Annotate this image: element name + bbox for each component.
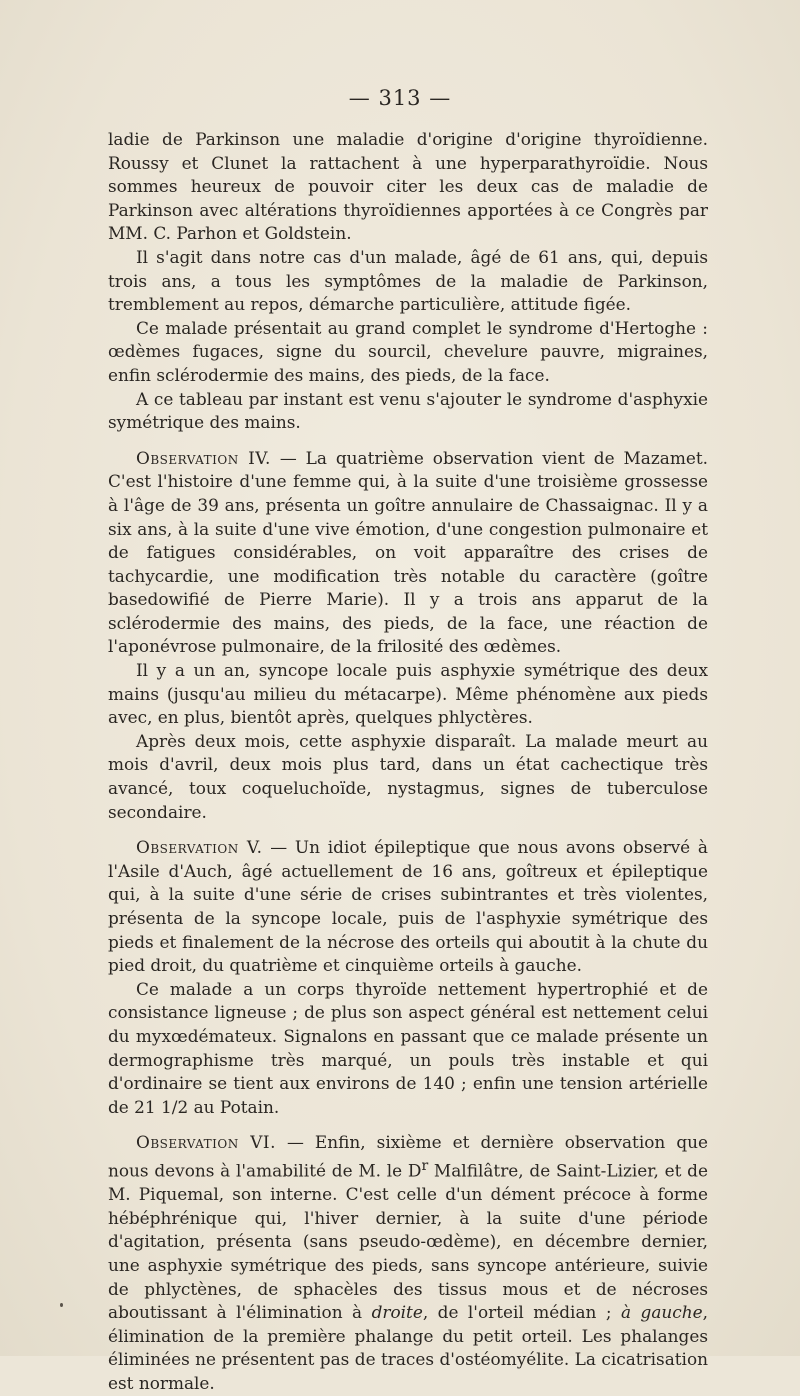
italic-text: à gauche xyxy=(621,1302,703,1323)
superscript: r xyxy=(421,1157,429,1174)
paragraph: A ce tableau par instant est venu s'ajouter le syndrome d'asphyxie symétrique des mains. xyxy=(108,388,708,433)
observation-heading: Observation VI. xyxy=(136,1132,276,1153)
observation-heading: Observation V. xyxy=(136,837,263,858)
paragraph: Il y a un an, syncope locale puis asphyxie symétrique des deux mains (jusqu'au milieu du métacarpe). Même phénomène aux pieds avec, en plus, bientôt après, quelques phlyctères. xyxy=(108,660,708,728)
paragraph: Ce malade présentait au grand complet le syndrome d'Hertoghe : œdèmes fugaces, signe du sourcil, chevelure pauvre, migraines, enfin sclérodermie des mains, des pieds, de la face. xyxy=(108,317,708,385)
paragraph: Après deux mois, cette asphyxie disparaît. La malade meurt au mois d'avril, deux mois plus tard, dans un état cachectique très avancé, toux coqueluchoïde, nystagmus, signes de tuberculose secondaire. xyxy=(108,730,708,822)
observation-text: , élimination de la première phalange du petit orteil. Les phalanges éliminées ne présentent pas de traces d'ostéomyélite. La cicatrisation est normale. xyxy=(108,1302,708,1393)
observation-text: — La quatrième observation vient de Mazamet. C'est l'histoire d'une femme qui, à la suite d'une troisième grossesse à l'âge de 39 ans, présenta un goître annulaire de Chassaignac. Il y a six ans, à la suite d'une vive émotion, d'une congestion pulmonaire et de fatigues considérables, on voit apparaître des crises de tachycardie, une modification très notable du caractère (goître basedowifié de Pierre Marie). Il y a trois ans apparut de la sclérodermie des mains, des pieds, de la face, une réaction de l'aponévrose pulmonaire, de la frilosité des œdèmes. xyxy=(108,447,708,657)
observation-text: — Enfin, sixième et dernière observation que nous devons à l'amabilité de M. le D xyxy=(108,1132,709,1181)
paragraph: Il s'agit dans notre cas d'un malade, âgé de 61 ans, qui, depuis trois ans, a tous les symptômes de la maladie de Parkinson, tremblement au repos, démarche particulière, attitude figée. xyxy=(108,246,708,315)
italic-text: droite xyxy=(371,1302,423,1323)
observation-text: — Un idiot épileptique que nous avons observé à l'Asile d'Auch, âgé actuellement de 16 ans, goîtreux et épileptique qui, à la suite d'une série de crises subintrantes et très violentes, présenta de la syncope locale, puis de l'asphyxie symétrique des pieds et finalement de la nécrose des orteils qui aboutit à la chute du pied droit, du quatrième et cinquième orteils à gauche. xyxy=(108,837,708,976)
observation-heading: Observation IV. xyxy=(136,447,271,468)
page-number: — 313 — xyxy=(348,86,452,110)
body-text xyxy=(108,128,708,1396)
observation-4-paragraph xyxy=(108,447,708,659)
observation-5-paragraph xyxy=(108,836,708,978)
observation-text: , de l'orteil médian ; xyxy=(422,1302,621,1323)
paragraph: ladie de Parkinson une maladie d'origine d'origine thyroïdienne. Roussy et Clunet la rattachent à une hyperparathyroïdie. Nous sommes heureux de pouvoir citer les deux cas de maladie de Parkinson avec altérations thyroïdiennes apportées à ce Congrès par MM. C. Parhon et Goldstein. xyxy=(108,129,708,244)
observation-text: Malfilâtre, de Saint-Lizier, et de M. Piquemal, son interne. C'est celle d'un dément précoce à forme hébéphrénique qui, l'hiver dernier, à la suite d'une période d'agitation, présenta (sans pseudo-œdème), en décembre dernier, une asphyxie symétrique des pieds, sans syncope antérieure, suivie de phlyctènes, de sphacèles des tissus mous et de nécroses aboutissant à l'élimination à xyxy=(108,1160,708,1323)
ink-speck xyxy=(60,1303,63,1307)
paragraph: Ce malade a un corps thyroïde nettement hypertrophié et de consistance ligneuse ; de plus son aspect général est nettement celui du myxœdémateux. Signalons en passant que ce malade présente un dermographisme très marqué, un pouls très instable et qui d'ordinaire se tient aux environs de 140 ; enfin une tension artérielle de 21 1/2 au Potain. xyxy=(108,978,708,1117)
